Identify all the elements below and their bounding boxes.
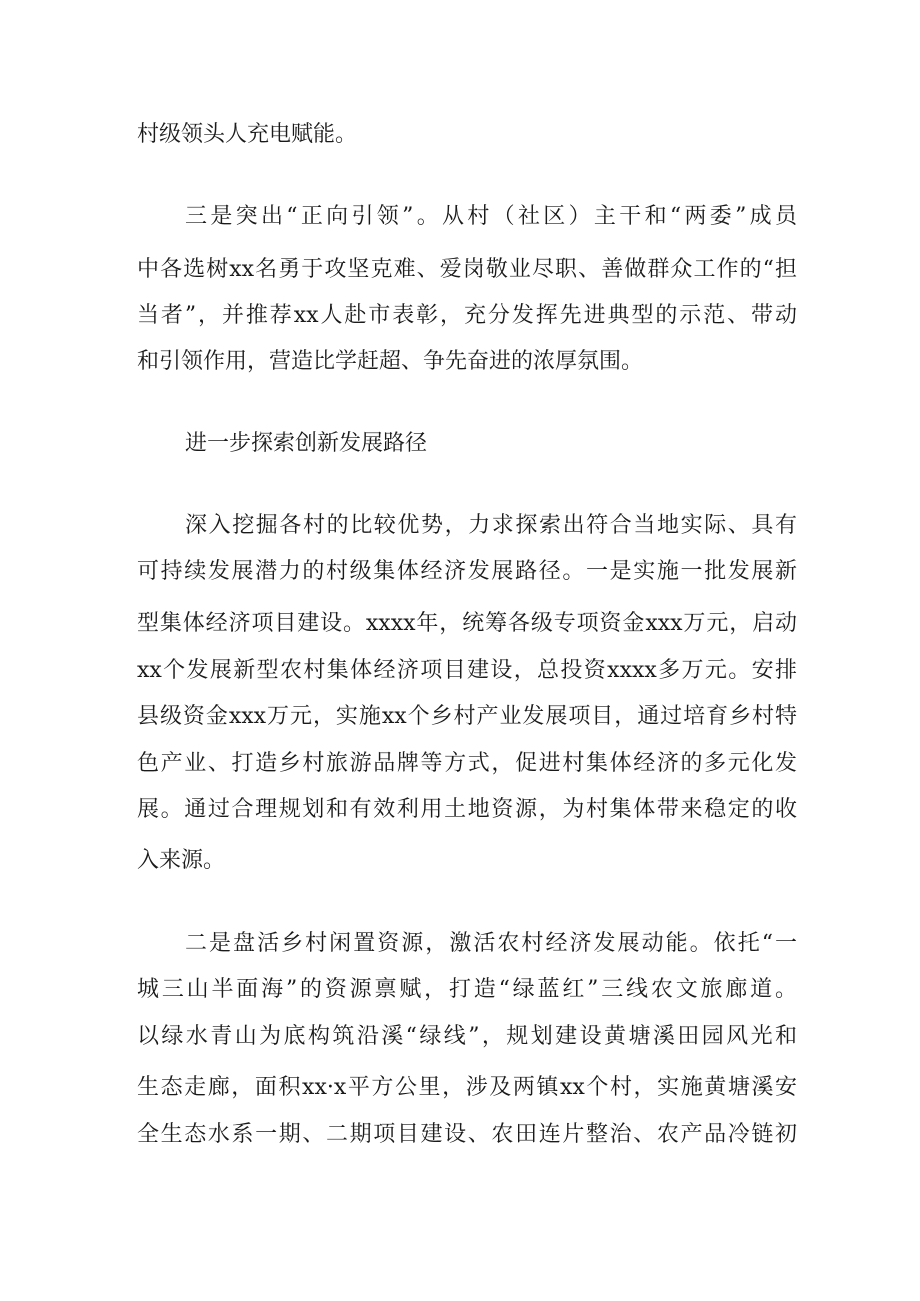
paragraph-line: 入来源。 — [137, 848, 226, 873]
paragraph-line: 可持续发展潜力的村级集体经济发展路径。一是实施一批发展新 — [137, 559, 797, 584]
paragraph-line: 全生态水系一期、二期项目建设、农田连片整治、农产品冷链初 — [137, 1122, 797, 1147]
section-heading: 进一步探索创新发展路径 — [185, 431, 428, 456]
paragraph-line: 二是盘活乡村闲置资源，激活农村经济发展动能。依托“一 — [185, 931, 797, 956]
paragraph-line: 深入挖掘各村的比较优势，力求探索出符合当地实际、具有 — [185, 513, 797, 538]
paragraph-line: 展。通过合理规划和有效利用土地资源，为村集体带来稳定的收 — [137, 797, 797, 822]
paragraph-line: 村级领头人充电赋能。 — [137, 122, 358, 147]
paragraph-line: 城三山半面海”的资源禀赋，打造“绿蓝红”三线农文旅廊道。 — [137, 977, 797, 1002]
paragraph-line: 色产业、打造乡村旅游品牌等方式，促进村集体经济的多元化发 — [137, 751, 797, 776]
paragraph-line: 和引领作用，营造比学赶超、争先奋进的浓厚氛围。 — [137, 349, 644, 374]
paragraph-line: 当者”，并推荐xx人赴市表彰，充分发挥先进典型的示范、带动 — [137, 303, 797, 328]
paragraph-line: 以绿水青山为底构筑沿溪“绿线”，规划建设黄塘溪田园风光和 — [137, 1024, 797, 1049]
paragraph-line: 中各选树xx名勇于攻坚克难、爱岗敬业尽职、善做群众工作的“担 — [137, 257, 797, 282]
paragraph-line: 型集体经济项目建设。xxxx年，统筹各级专项资金xxx万元，启动 — [137, 611, 797, 636]
paragraph-line: xx个发展新型农村集体经济项目建设，总投资xxxx多万元。安排 — [137, 658, 797, 683]
paragraph-line: 三是突出“正向引领”。从村（社区）主干和“两委”成员 — [185, 204, 797, 229]
paragraph-line: 生态走廊，面积xx·x平方公里，涉及两镇xx个村，实施黄塘溪安 — [137, 1075, 797, 1100]
paragraph-line: 县级资金xxx万元，实施xx个乡村产业发展项目，通过培育乡村特 — [137, 704, 797, 729]
